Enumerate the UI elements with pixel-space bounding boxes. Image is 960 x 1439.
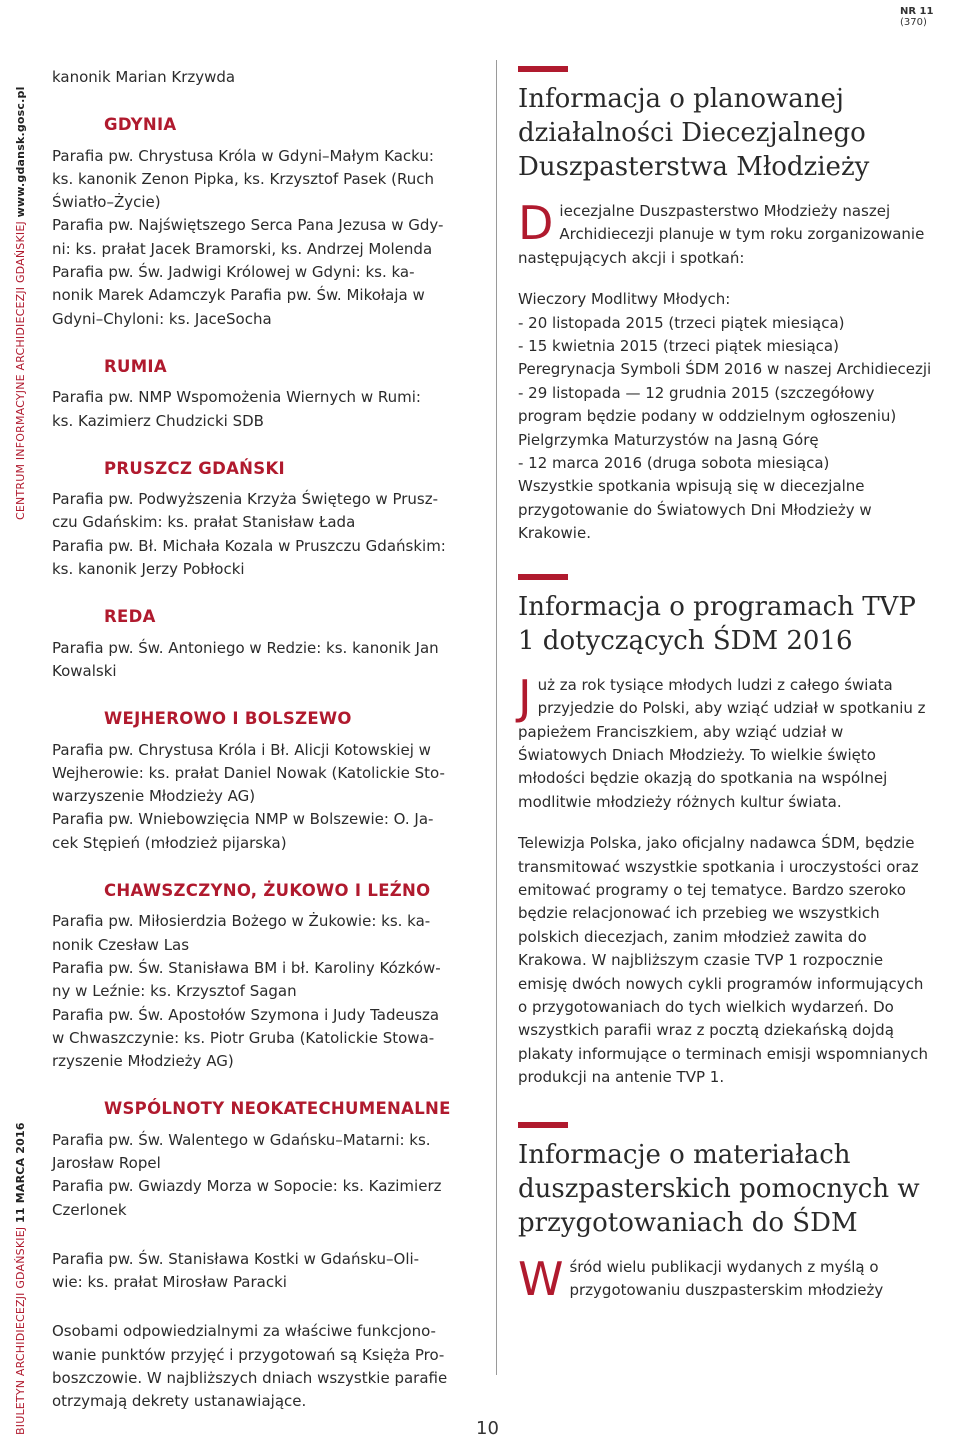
issue-count: (370) [900, 17, 927, 28]
sidebar-url[interactable]: www.gdansk.gosc.pl [14, 86, 27, 218]
list-item: - 15 kwietnia 2015 (trzeci piątek miesiąca) [518, 337, 839, 356]
text-line: rzyszenie Młodzieży AG) [52, 1052, 234, 1071]
text-line: cek Stępień (młodzież pijarska) [52, 833, 287, 852]
text-line: w Chwaszczynie: ks. Piotr Gruba (Katolickie Stowa- [52, 1028, 435, 1047]
list-item: - 29 listopada — 12 grudnia 2015 (szczegółowy program będzie podany w oddzielnym ogłoszeniu) [518, 383, 897, 426]
text-line: Parafia pw. Bł. Michała Kozala w Pruszczu Gdańskim: [52, 536, 446, 555]
section-chawszczyno [52, 879, 472, 1073]
article-title: Informacje o materiałach duszpasterskich pomocnych w przygotowaniach do ŚDM [518, 1139, 920, 1238]
article-title: Informacja o programach TVP 1 dotyczących ŚDM 2016 [518, 591, 916, 656]
text-line: Parafia pw. Św. Walentego w Gdańsku–Matarni: ks. [52, 1130, 431, 1149]
section-heading: RUMIA [104, 356, 167, 376]
drop-cap: W [518, 1251, 564, 1306]
article-intro [518, 1251, 934, 1306]
article-title: Informacja o planowanej działalności Diecezjalnego Duszpasterstwa Młodzieży [518, 84, 870, 182]
article-intro-text: uż za rok tysiące młodych ludzi z całego świata przyjedzie do Polski, aby wziąć udział w spotkaniu z papieżem Franciszkiem, aby wziąć udział w Światowych Dniach Młodzieży. To wielkie święto młodości będzie okazją do spotkania na wspólnej modlitwie młodzieży różnych kultur świata. [518, 675, 926, 811]
text-line: Parafia pw. Najświętszego Serca Pana Jezusa w Gdy- [52, 216, 444, 235]
vertical-sidebar [14, 40, 36, 1435]
list-item: - 12 marca 2016 (druga sobota miesiąca) [518, 454, 830, 473]
list-item: Peregrynacja Symboli ŚDM 2016 w naszej Archidiecezji [518, 360, 932, 379]
section-rule [518, 1122, 568, 1128]
sidebar-bottom-label [14, 1122, 27, 1435]
text-line: nonik Marek Adamczyk Parafia pw. Św. Mikołaja w [52, 286, 425, 305]
text-line: Kowalski [52, 661, 117, 680]
section-reda [52, 605, 472, 683]
section-heading: GDYNIA [104, 115, 177, 135]
closing-line: Osobami odpowiedzialnymi za właściwe funkcjono- [52, 1322, 436, 1341]
text-line: Czerlonek [52, 1200, 127, 1219]
text-line: Gdyni–Chyloni: ks. JaceSocha [52, 309, 272, 328]
article-intro [518, 196, 934, 270]
intro-line: kanonik Marian Krzywda [52, 68, 236, 86]
section-neokatechumenalne [52, 1097, 472, 1221]
sidebar-center-name: CENTRUM INFORMACYJNE ARCHIDIECEZJI GDAŃSKIEJ [14, 221, 27, 520]
text-line: Parafia pw. Gwiazdy Morza w Sopocie: ks. Kazimierz [52, 1177, 442, 1196]
list-item: - 20 listopada 2015 (trzeci piątek miesiąca) [518, 313, 845, 332]
list-item: Wieczory Modlitwy Młodych: [518, 290, 731, 309]
list-item: Wszystkie spotkania wpisują się w diecezjalne przygotowanie do Światowych Dni Młodzieży w Krakowie. [518, 477, 872, 543]
text-line: nonik Czesław Las [52, 935, 190, 954]
text-line: Parafia pw. NMP Wspomożenia Wiernych w Rumi: [52, 388, 421, 407]
article-body: Telewizja Polska, jako oficjalny nadawca ŚDM, będzie transmitować wszystkie spotkania i uroczystości oraz emitować programy o tej tematyce. Bardzo szeroko będzie relacjonować ich przebieg we wszystkich polskich diecezjach, zanim młodzież zawita do Krakowa. W najbliższym czasie TVP 1 rozpocznie emisję dwóch nowych cykli programów informujących o przygotowaniach do tych wielkich wydarzeń. Do wszystkich parafii wraz z pocztą dziekańską dojdą plakaty informujące o terminach emisji wspomnianych produkcji na antenie TVP 1. [518, 834, 929, 1087]
drop-cap: J [518, 669, 532, 724]
text-line: Parafia pw. Św. Antoniego w Redzie: ks. kanonik Jan [52, 638, 439, 657]
text-line: Parafia pw. Św. Stanisława Kostki w Gdańsku–Oli- [52, 1249, 420, 1268]
text-line: Parafia pw. Chrystusa Króla w Gdyni–Małym Kacku: [52, 146, 434, 165]
section-rumia [52, 355, 472, 433]
text-line: ni: ks. prałat Jacek Bramorski, ks. Andrzej Molenda [52, 239, 433, 258]
article-intro-text: iecezjalne Duszpasterstwo Młodzieży naszej Archidiecezji planuje w tym roku zorganizowanie następujących akcji i spotkań: [518, 202, 925, 267]
text-line: Parafia pw. Św. Apostołów Szymona i Judy Tadeusza [52, 1005, 440, 1024]
section-wejherowo [52, 707, 472, 855]
article-intro-text: śród wielu publikacji wydanych z myślą o przygotowaniu duszpasterskim młodzieży [569, 1257, 884, 1299]
article-intro [518, 669, 934, 814]
right-column [518, 66, 934, 1306]
section-heading: REDA [104, 607, 156, 627]
section-heading: WEJHEROWO I BOLSZEWO [104, 709, 352, 729]
section-heading: PRUSZCZ GDAŃSKI [104, 458, 285, 478]
text-line: Parafia pw. Podwyższenia Krzyża Świętego w Prusz- [52, 490, 439, 509]
text-line: wie: ks. prałat Mirosław Paracki [52, 1273, 287, 1292]
text-line: ny w Leźnie: ks. Krzysztof Sagan [52, 982, 297, 1001]
text-line: Parafia pw. Św. Jadwigi Królowej w Gdyni: ks. ka- [52, 263, 415, 282]
text-line: ks. kanonik Jerzy Pobłocki [52, 560, 245, 579]
column-divider [496, 60, 497, 1375]
sidebar-top-label [14, 86, 27, 520]
section-rule [518, 574, 568, 580]
drop-cap: D [518, 196, 554, 250]
event-list [518, 288, 934, 545]
sidebar-bulletin-name: BIULETYN ARCHIDIECEZJI GDAŃSKIEJ [14, 1226, 27, 1435]
text-line: ks. Kazimierz Chudzicki SDB [52, 411, 264, 430]
text-line: Parafia pw. Chrystusa Króla i Bł. Alicji Kotowskiej w [52, 740, 431, 759]
text-line: Wejherowie: ks. prałat Daniel Nowak (Katolickie Sto- [52, 763, 445, 782]
closing-line: wanie punktów przyjęć i przygotowań są Księża Pro- [52, 1345, 445, 1364]
left-column [52, 66, 472, 1414]
section-pruszcz [52, 457, 472, 581]
section-heading: CHAWSZCZYNO, ŻUKOWO I LEŹNO [104, 881, 431, 901]
text-line: ks. kanonik Zenon Pipka, ks. Krzysztof Pasek (Ruch [52, 169, 434, 188]
text-line: Światło–Życie) [52, 193, 161, 212]
text-line: Parafia pw. Św. Stanisława BM i bł. Karoliny Kózków- [52, 958, 441, 977]
section-rule [518, 66, 568, 72]
text-line: Parafia pw. Wniebowzięcia NMP w Bolszewie: O. Ja- [52, 810, 434, 829]
section-heading: WSPÓLNOTY NEOKATECHUMENALNE [104, 1099, 451, 1119]
text-line: warzyszenie Młodzieży AG) [52, 787, 256, 806]
text-line: Parafia pw. Miłosierdzia Bożego w Żukowie: ks. ka- [52, 912, 431, 931]
closing-line: otrzymają dekrety ustanawiające. [52, 1392, 307, 1411]
section-gdynia [52, 113, 472, 331]
issue-prefix: NR 11 [900, 6, 934, 17]
text-line: czu Gdańskim: ks. prałat Stanisław Łada [52, 513, 356, 532]
issue-number [900, 6, 960, 28]
text-line: Jarosław Ropel [52, 1153, 161, 1172]
sidebar-date: 11 MARCA 2016 [14, 1122, 27, 1223]
page-number: 10 [476, 1418, 499, 1439]
list-item: Pielgrzymka Maturzystów na Jasną Górę [518, 430, 819, 449]
closing-line: boszczowie. W najbliższych dniach wszystkie parafie [52, 1369, 448, 1388]
